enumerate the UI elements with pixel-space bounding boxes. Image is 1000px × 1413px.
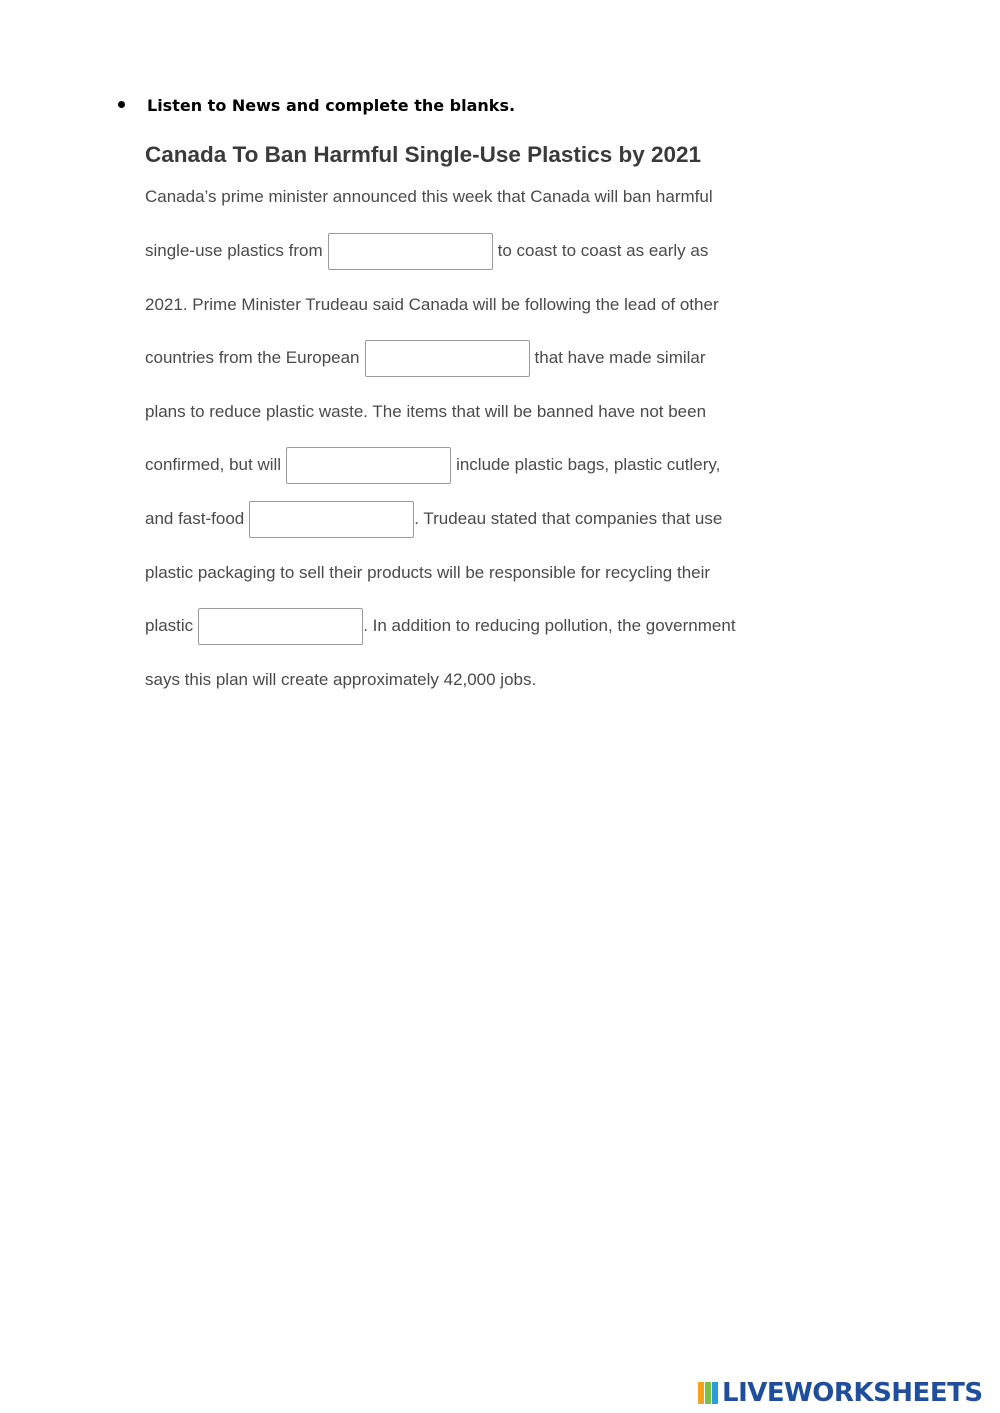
line-text: single-use plastics from — [145, 241, 323, 260]
text-line — [145, 338, 706, 378]
text-line — [145, 606, 736, 646]
brand-name: LIVEWORKSHEETS — [722, 1378, 983, 1408]
blank-input-3[interactable] — [286, 447, 451, 484]
line-text: plastic — [145, 616, 194, 635]
instruction-text: Listen to News and complete the blanks. — [147, 96, 516, 115]
line-text: and fast-food — [145, 509, 245, 528]
blank-input-1[interactable] — [328, 233, 493, 270]
line-text: . In addition to reducing pollution, the government — [363, 616, 736, 635]
blank-input-2[interactable] — [365, 340, 530, 377]
bullet-icon — [118, 101, 125, 108]
line-text: 2021. Prime Minister Trudeau said Canada will be following the lead of other — [145, 295, 719, 314]
line-text: plastic packaging to sell their products will be responsible for recycling their — [145, 563, 711, 582]
text-line — [145, 392, 706, 432]
text-line — [145, 231, 708, 271]
text-line — [145, 660, 536, 700]
line-text: plans to reduce plastic waste. The items that will be banned have not been — [145, 402, 707, 421]
liveworksheets-logo-icon — [698, 1380, 720, 1406]
article-title: Canada To Ban Harmful Single-Use Plastics by 2021 — [145, 142, 702, 167]
text-line — [145, 177, 713, 217]
instruction — [118, 96, 515, 115]
line-text: that have made similar — [534, 348, 706, 367]
text-line — [145, 285, 719, 325]
line-text: confirmed, but will — [145, 455, 282, 474]
line-text: . Trudeau stated that companies that use — [414, 509, 723, 528]
line-text: to coast to coast as early as — [497, 241, 709, 260]
line-text: says this plan will create approximately 42,000 jobs. — [145, 670, 537, 689]
text-line — [145, 499, 722, 539]
line-text: include plastic bags, plastic cutlery, — [456, 455, 721, 474]
blank-input-5[interactable] — [198, 608, 363, 645]
line-text: Canada’s prime minister announced this week that Canada will ban harmful — [145, 187, 713, 206]
text-line — [145, 445, 720, 485]
text-line — [145, 553, 710, 593]
line-text: countries from the European — [145, 348, 360, 367]
liveworksheets-logo — [698, 1378, 983, 1408]
blank-input-4[interactable] — [249, 501, 414, 538]
